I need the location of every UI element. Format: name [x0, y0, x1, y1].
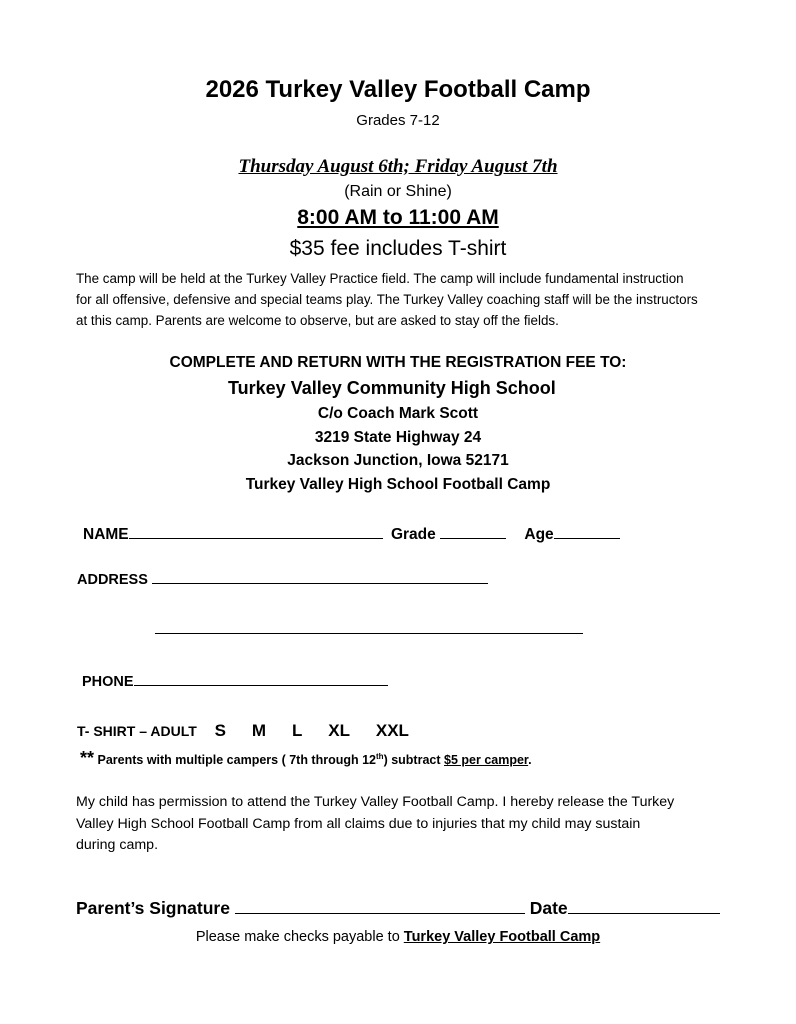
- release-statement: [76, 792, 736, 857]
- care-of-line: C/o Coach Mark Scott: [317, 405, 479, 422]
- payee-name: Turkey Valley Football Camp: [403, 929, 601, 945]
- size-option-xl[interactable]: XL: [328, 721, 350, 740]
- return-heading: COMPLETE AND RETURN WITH THE REGISTRATION FEE TO:: [169, 354, 627, 371]
- release-line: Valley High School Football Camp from all claims due to injuries that my child may sustain: [76, 815, 641, 832]
- camp-title: 2026 Turkey Valley Football Camp: [205, 76, 591, 103]
- multi-camper-discount-note: [80, 748, 532, 769]
- rain-or-shine-note: (Rain or Shine): [344, 183, 452, 200]
- discount-amount: $5 per camper: [444, 753, 529, 767]
- street-line: 3219 State Highway 24: [314, 429, 482, 446]
- program-line: Turkey Valley High School Football Camp: [245, 476, 551, 493]
- address-label: ADDRESS: [77, 572, 148, 588]
- size-option-m[interactable]: M: [251, 721, 267, 740]
- phone-label: PHONE: [82, 674, 134, 690]
- phone-field[interactable]: [134, 671, 388, 686]
- payment-prefix: Please make checks payable to: [195, 929, 404, 945]
- signature-row: [76, 897, 720, 919]
- tshirt-size-row: [77, 721, 417, 741]
- address-row: [77, 569, 488, 588]
- name-label: NAME: [83, 526, 129, 543]
- release-line: during camp.: [76, 837, 159, 853]
- discount-text: Parents with multiple campers ( 7th through 12: [94, 753, 377, 767]
- phone-row: [82, 671, 388, 690]
- camp-dates: Thursday August 6th; Friday August 7th: [238, 156, 558, 177]
- age-field[interactable]: [554, 524, 620, 539]
- grade-label: Grade: [390, 526, 436, 543]
- address-field-line1[interactable]: [152, 569, 488, 584]
- tshirt-label: T- SHIRT – ADULT: [77, 723, 197, 739]
- grades-label: Grades 7-12: [356, 112, 440, 129]
- size-option-xxl[interactable]: XXL: [375, 721, 409, 740]
- age-label: Age: [524, 526, 554, 543]
- date-label: Date: [529, 898, 568, 918]
- camp-fee: $35 fee includes T-shirt: [289, 237, 507, 260]
- description-line: for all offensive, defensive and special teams play. The Turkey Valley coaching staff will be the instructors: [76, 292, 698, 307]
- parent-signature-field[interactable]: [235, 897, 525, 914]
- name-grade-age-row: [83, 524, 620, 544]
- address-field-line2[interactable]: [155, 633, 583, 634]
- camp-time: 8:00 AM to 11:00 AM: [297, 206, 499, 229]
- size-option-l[interactable]: L: [291, 721, 303, 740]
- camp-description: [76, 268, 736, 331]
- discount-superscript: th: [376, 751, 384, 761]
- release-line: My child has permission to attend the Turkey Valley Football Camp. I hereby release the Turkey: [76, 794, 675, 810]
- city-line: Jackson Junction, Iowa 52171: [287, 452, 509, 469]
- school-name: Turkey Valley Community High School: [228, 378, 556, 398]
- discount-stars: **: [80, 748, 95, 768]
- description-line: The camp will be held at the Turkey Valley Practice field. The camp will include fundamental instruction: [76, 271, 684, 286]
- date-field[interactable]: [568, 897, 720, 914]
- name-field[interactable]: [129, 524, 383, 539]
- payment-note: [0, 929, 796, 945]
- description-line: at this camp. Parents are welcome to observe, but are asked to stay off the fields.: [76, 313, 559, 328]
- size-option-s[interactable]: S: [214, 721, 227, 740]
- discount-text-cont: ) subtract: [383, 753, 445, 767]
- parent-signature-label: Parent’s Signature: [76, 898, 230, 918]
- discount-period: .: [528, 753, 532, 767]
- grade-field[interactable]: [440, 524, 506, 539]
